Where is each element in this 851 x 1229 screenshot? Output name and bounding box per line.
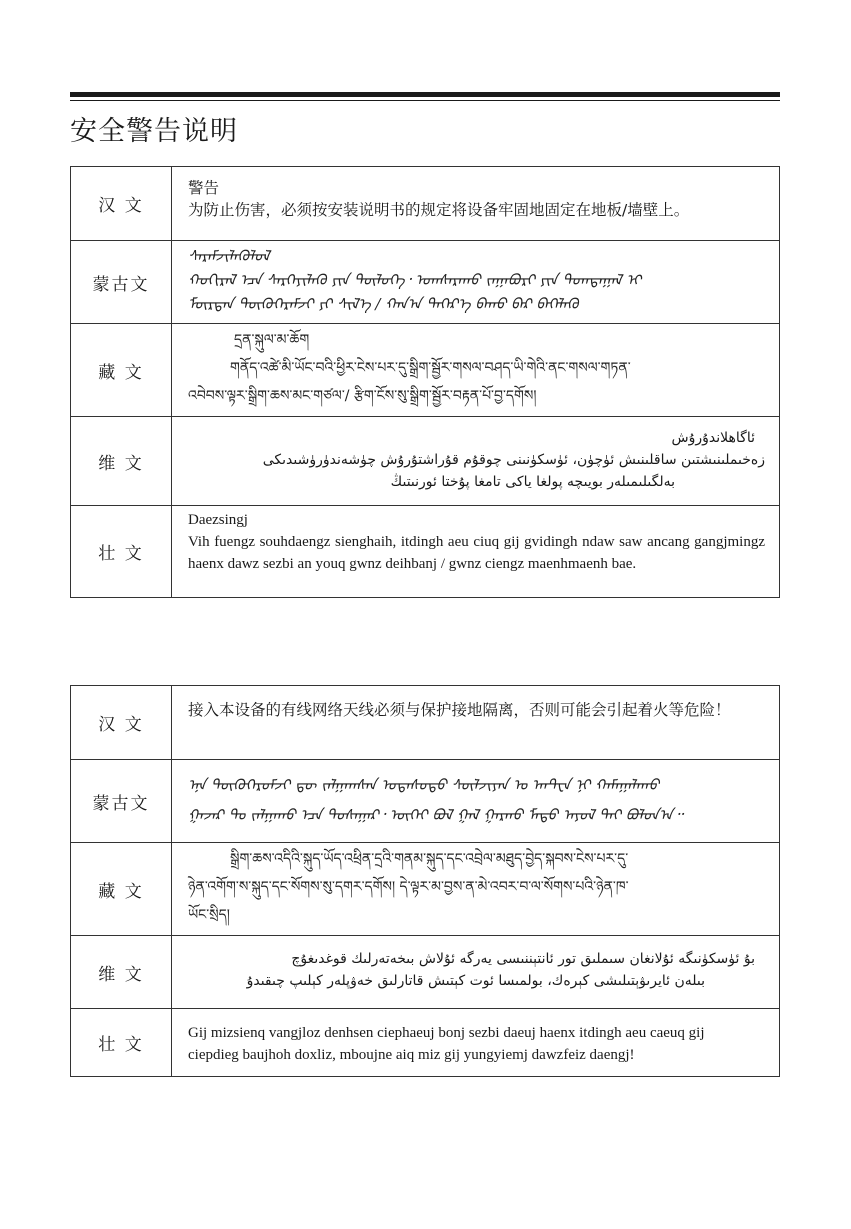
warning-table-mounting [70, 166, 780, 598]
uyghur-line: زەخىملىنىشتىن ساقلىنىش ئۈچۈن، ئۈسكۈنىنى چوقۇم قۇراشتۇرۇش چۈشەندۈرۈشىدىكى [262, 452, 765, 468]
uyghur-line: بەلگىلىمىلەر بويىچە پولغا ياكى تامغا پۇختا ئورنىتىڭ [390, 474, 675, 490]
language-label-tibetan: 藏 文 [71, 324, 172, 417]
table-row-chinese [71, 167, 780, 241]
tibetan-line: ཉེན་འགོག་ས་སྐུད་དང་སོགས་སུ་དགར་དགོས། དེ་ལྟར་མ་བྱས་ན་མེ་འབར་བ་ལ་སོགས་པའི་ཉེན་ཁ་ [188, 879, 629, 895]
language-label-chinese: 汉 文 [71, 686, 172, 760]
tibetan-line: སྒྲིག་ཆས་འདིའི་སྐུད་ཡོད་འཕྲིན་དྲའི་གནམ་སྐུད་དང་འབྲེལ་མཐུད་བྱེད་སྐབས་ངེས་པར་དུ་ [230, 851, 629, 867]
content-mongolian [172, 241, 780, 324]
mongolian-line: ᠡᠨᠡ ᠲᠥᠬᠥᠭᠡᠷᠦᠮᠵᠢ ᠳᠦ ᠵᠠᠯᠭᠠᠭᠰᠠᠨ ᠤᠲᠠᠰᠤᠲᠤ ᠰᠦᠯᠵᠢᠶᠡᠨ ᠤ ᠠᠨᠲ᠋ᠧᠨ ᠨᠢ ᠬᠠᠮᠠᠭᠠᠯᠠᠬᠤ [188, 776, 659, 794]
warning-table-antenna [70, 685, 780, 1077]
tibetan-line: གནོད་འཚེ་མི་ཡོང་བའི་ཕྱིར་ངེས་པར་དུ་སྒྲིག་སྦྱོར་གསལ་བཤད་ཡི་གེའི་ནང་གསལ་གཏན་ [230, 360, 631, 376]
content-tibetan [172, 324, 780, 417]
tibetan-line: ཡོང་སྲིད། [188, 907, 230, 923]
warning-heading: 警告 [188, 179, 220, 197]
language-label-tibetan: 藏 文 [71, 843, 172, 936]
language-label-zhuang: 壮 文 [71, 506, 172, 598]
header-rule-thick [70, 92, 780, 97]
mongolian-line: ᠬᠣᠬᠢᠷᠠᠯ ᠡᠴᠡ ᠰᠡᠷᠭᠡᠶᠢᠯᠡᠬᠦ ᠶᠢᠨ ᠲᠥᠯᠥᠭᠡ᠂ ᠤᠭᠰᠠᠷᠠᠬᠤ ᠵᠠᠭᠠᠪᠤᠷᠢ ᠶᠢᠨ ᠲᠣᠭᠲᠠᠭᠠᠯ ᠢ [188, 271, 642, 289]
language-label-mongolian: 蒙古文 [71, 241, 172, 324]
language-label-mongolian: 蒙古文 [71, 760, 172, 843]
mongolian-line: ᠰᠡᠷᠡᠮᠵᠢᠯᠡᠬᠦᠯᠦᠯ [188, 247, 270, 265]
content-chinese [172, 686, 780, 760]
content-mongolian [172, 760, 780, 843]
content-chinese [172, 167, 780, 241]
warning-text: 为防止伤害，必须按安装说明书的规定将设备牢固地固定在地板/墙壁上。 [188, 201, 690, 219]
uyghur-heading: ئاگاھلاندۇرۇش [671, 430, 755, 446]
table-row-zhuang [71, 506, 780, 598]
uyghur-line: بىلەن ئايرىۋېتىلىشى كېرەك، بولمىسا ئوت كېتىش قاتارلىق خەۋپلەر كېلىپ چىقىدۇ [246, 973, 705, 989]
content-zhuang [172, 1009, 780, 1077]
mongolian-line: ᠭᠠᠵᠠᠷ ᠲᠤ ᠵᠠᠯᠭᠠᠬᠤ ᠡᠴᠡ ᠲᠤᠰᠠᠭᠠᠷ᠂ ᠦᠭᠡᠢ ᠪᠣᠯ ᠭᠠᠯ ᠭᠠᠷᠬᠤ ᠮᠡᠲᠦ ᠠᠶᠤᠯ ᠲᠠᠢ ᠪᠣᠯᠤᠨ᠎ᠠ᠃ [188, 806, 683, 824]
zhuang-text: Gij mizsienq vangjloz denhsen ciephaeuj bonj sezbi daeuj haenx itdingh aeu caeuq gij ciepdieg baujhoh doxliz, mboujne aiq miz gij yungyiemj dawzfeiz daengj! [188, 1025, 705, 1063]
uyghur-line: بۇ ئۈسكۈنىگە ئۇلانغان سىملىق تور ئانتېننىسى يەرگە ئۇلاش بىخەتەرلىك قوغدىغۇچ [291, 951, 755, 967]
header-rule-thin [70, 100, 780, 101]
language-label-chinese: 汉 文 [71, 167, 172, 241]
language-label-uyghur: 维 文 [71, 417, 172, 506]
tibetan-line: འབེབས་ལྟར་སྒྲིག་ཆས་མང་གཙལ་/ རྩིག་ངོས་སུ་སྒྲིག་སྦྱོར་བརྟན་པོ་བྱ་དགོས། [188, 388, 537, 404]
content-uyghur [172, 936, 780, 1009]
zhuang-text: Vih fuengz souhdaengz sienghaih, itdingh aeu ciuq gij gvidingh ndaw saw ancang gangjmingz haenx dawz sezbi an youq gwnz deihbanj / gwnz ciengz maenhmaenh bae. [188, 534, 765, 572]
page-title: 安全警告说明 [70, 116, 238, 147]
table-row-mongolian [71, 760, 780, 843]
antenna-warning-text: 接入本设备的有线网络天线必须与保护接地隔离，否则可能会引起着火等危险！ [188, 701, 731, 719]
language-label-uyghur: 维 文 [71, 936, 172, 1009]
table-row-uyghur [71, 417, 780, 506]
content-zhuang [172, 506, 780, 598]
mongolian-line: ᠮᠥᠷᠳᠡᠨ ᠲᠥᠭᠥᠭᠡᠷᠡᠮᠵᠢ ᠶᠢ ᠰᠢᠯ᠎ᠡ / ᠬᠠᠨ᠎ᠠ ᠳᠡᠭᠡᠷ᠎ᠡ ᠪᠠᠬᠤ ᠪᠡᠷ ᠪᠡᠬᠡᠯᠡᠬᠦ [188, 295, 579, 313]
language-label-zhuang: 壮 文 [71, 1009, 172, 1077]
content-tibetan [172, 843, 780, 936]
table-row-tibetan [71, 843, 780, 936]
table-row-tibetan [71, 324, 780, 417]
zhuang-heading: Daezsingj [188, 512, 248, 528]
tibetan-heading: དྲན་སྐུལ་མ་ཆོག [234, 332, 310, 348]
table-row-zhuang [71, 1009, 780, 1077]
table-row-uyghur [71, 936, 780, 1009]
table-row-mongolian [71, 241, 780, 324]
content-uyghur [172, 417, 780, 506]
table-row-chinese [71, 686, 780, 760]
